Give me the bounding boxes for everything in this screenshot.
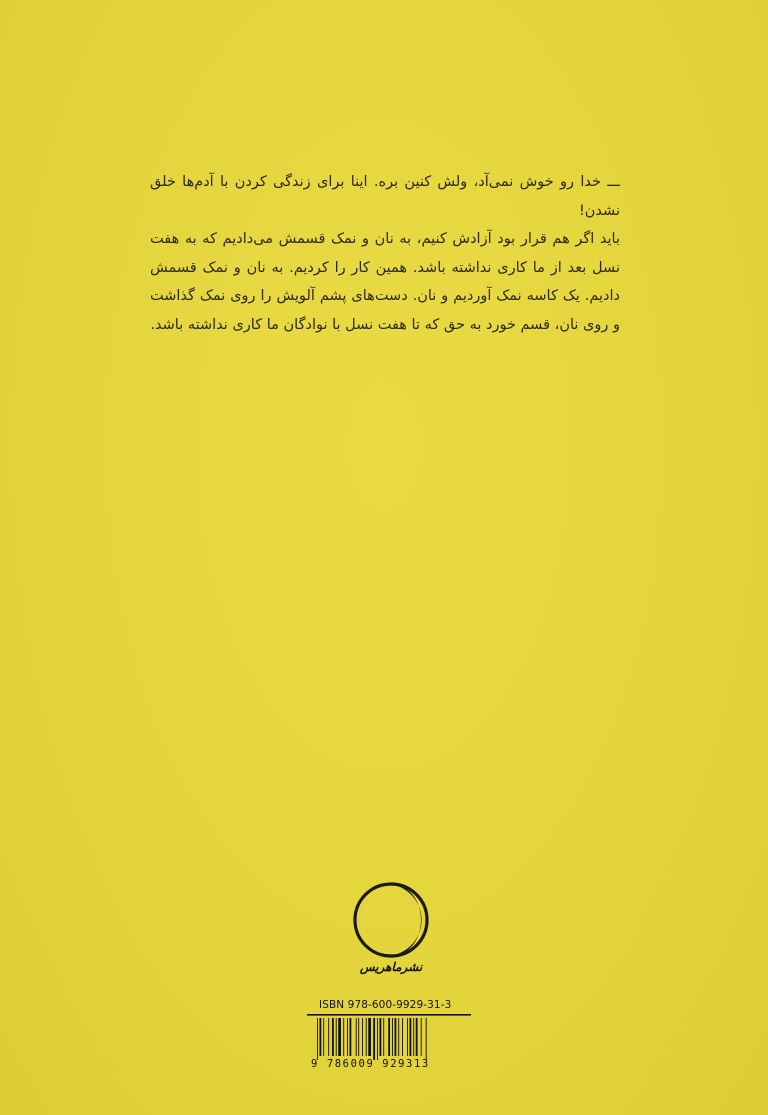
- publisher-logo: [346, 880, 436, 980]
- barcode: [307, 996, 471, 1080]
- publisher-name: نشرماهریس: [359, 960, 423, 974]
- barcode-bars: [307, 1014, 471, 1060]
- crescent-moon-icon: [346, 880, 436, 960]
- blurb-paragraph-1: ـــ خدا رو خوش نمی‌آد، ولش کنین بره. اینا برای زندگی کردن با آدم‌ها خلق نشدن!: [150, 174, 620, 219]
- barcode-digits: 9 786009 929313: [311, 1058, 430, 1070]
- blurb-text: [150, 168, 620, 340]
- blurb-paragraph-2: باید اگر هم قرار بود آزادش کنیم، به نان و نمک قسمش می‌دادیم که به هفت نسل بعد از ما کاری نداشته باشد. همین کار را کردیم. به نان و نمک قسمش دادیم. یک کاسه نمک آوردیم و نان. دست‌های پشم آلویش را روی نمک گذاشت و روی نان، قسم خورد به حق که تا هفت نسل با نوادگان ما کاری نداشته باشد.: [150, 231, 620, 333]
- isbn-label: ISBN 978-600-9929-31-3: [319, 999, 452, 1011]
